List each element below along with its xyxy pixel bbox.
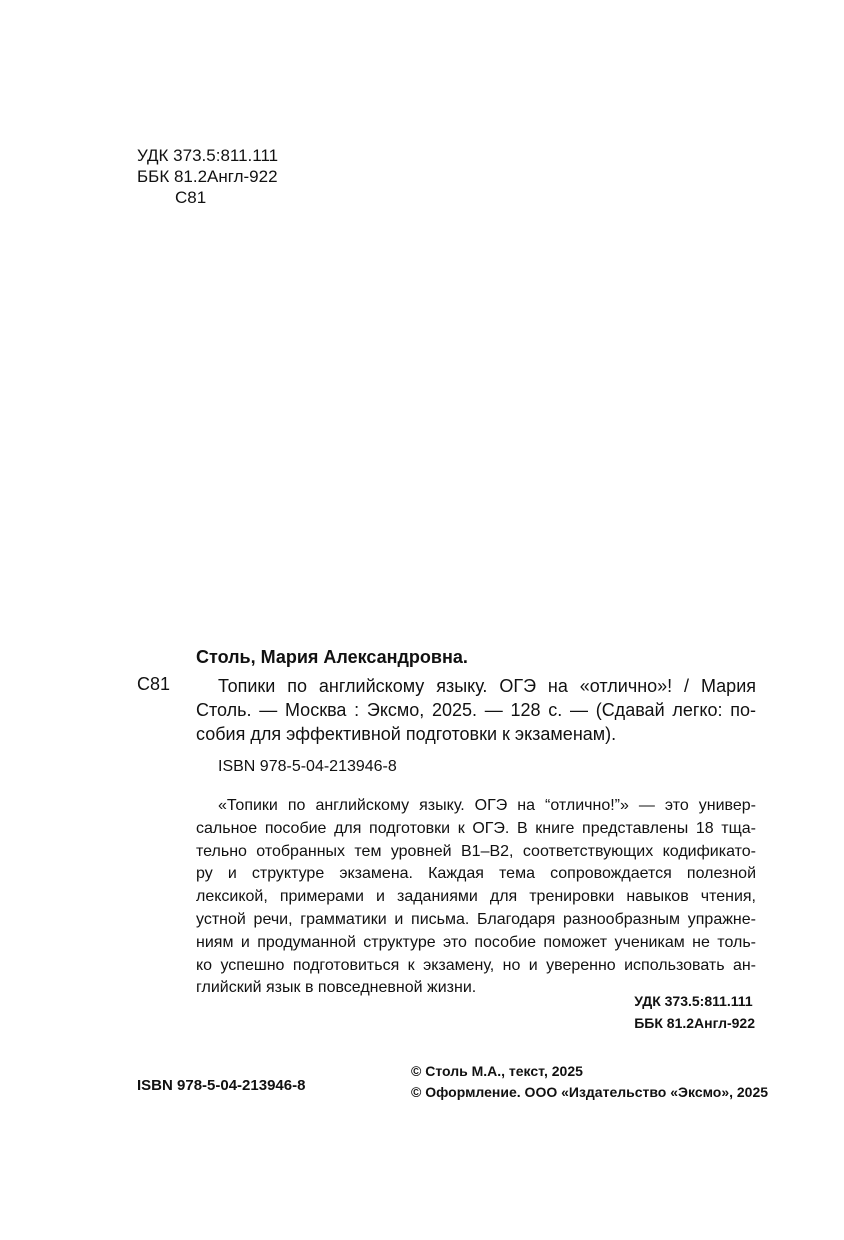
catalog-code: С81 [137, 674, 171, 694]
abstract-line: тельно отобранных тем уровней B1–B2, соответствующих кодификато- [196, 842, 756, 860]
entry-isbn: ISBN 978-5-04-213946-8 [218, 758, 397, 775]
abstract [196, 795, 756, 1000]
bbk-code: ББК 81.2Англ-922 [137, 167, 278, 186]
author-heading: Столь, Мария Александровна. [196, 647, 468, 667]
abstract-line: лексикой, примерами и заданиями для тренировки навыков чтения, [196, 888, 756, 906]
footer-isbn: ISBN 978-5-04-213946-8 [137, 1077, 306, 1094]
entry-line: собия для эффективной подготовки к экзаменам). [196, 724, 617, 744]
entry-line: Топики по английскому языку. ОГЭ на «отлично»! / Мария [218, 676, 756, 696]
abstract-line: ко успешно подготовиться к экзамену, но и уверенно использовать ан- [196, 956, 756, 974]
copyright-block [411, 1061, 768, 1103]
abstract-line: ниям и продуманной структуре это пособие поможет ученикам не толь- [196, 933, 756, 951]
footer-classification-codes [634, 990, 755, 1034]
copyright-text: © Столь М.А., текст, 2025 [411, 1063, 583, 1079]
abstract-line: сальное пособие для подготовки к ОГЭ. В книге представлены 18 тща- [196, 819, 756, 837]
abstract-line: ру и структуре экзамена. Каждая тема сопровождается полезной [196, 865, 756, 883]
udk-code: УДК 373.5:811.111 [137, 146, 279, 165]
footer-bbk-code: ББК 81.2Англ-922 [634, 1015, 755, 1031]
abstract-line: «Топики по английскому языку. ОГЭ на “отлично!”» — это универ- [218, 797, 756, 814]
footer-udk-code: УДК 373.5:811.111 [634, 993, 753, 1009]
entry-line: Столь. — Москва : Эксмо, 2025. — 128 с. — (Сдавай легко: по- [196, 700, 756, 720]
author-mark: С81 [175, 188, 207, 207]
abstract-line: устной речи, грамматики и письма. Благодаря разнообразным упражне- [196, 910, 756, 928]
bibliographic-entry [196, 674, 756, 746]
header-classification-codes [137, 145, 278, 208]
copyright-design: © Оформление. ООО «Издательство «Эксмо», 2025 [411, 1084, 769, 1100]
abstract-line: глийский язык в повседневной жизни. [196, 979, 477, 997]
